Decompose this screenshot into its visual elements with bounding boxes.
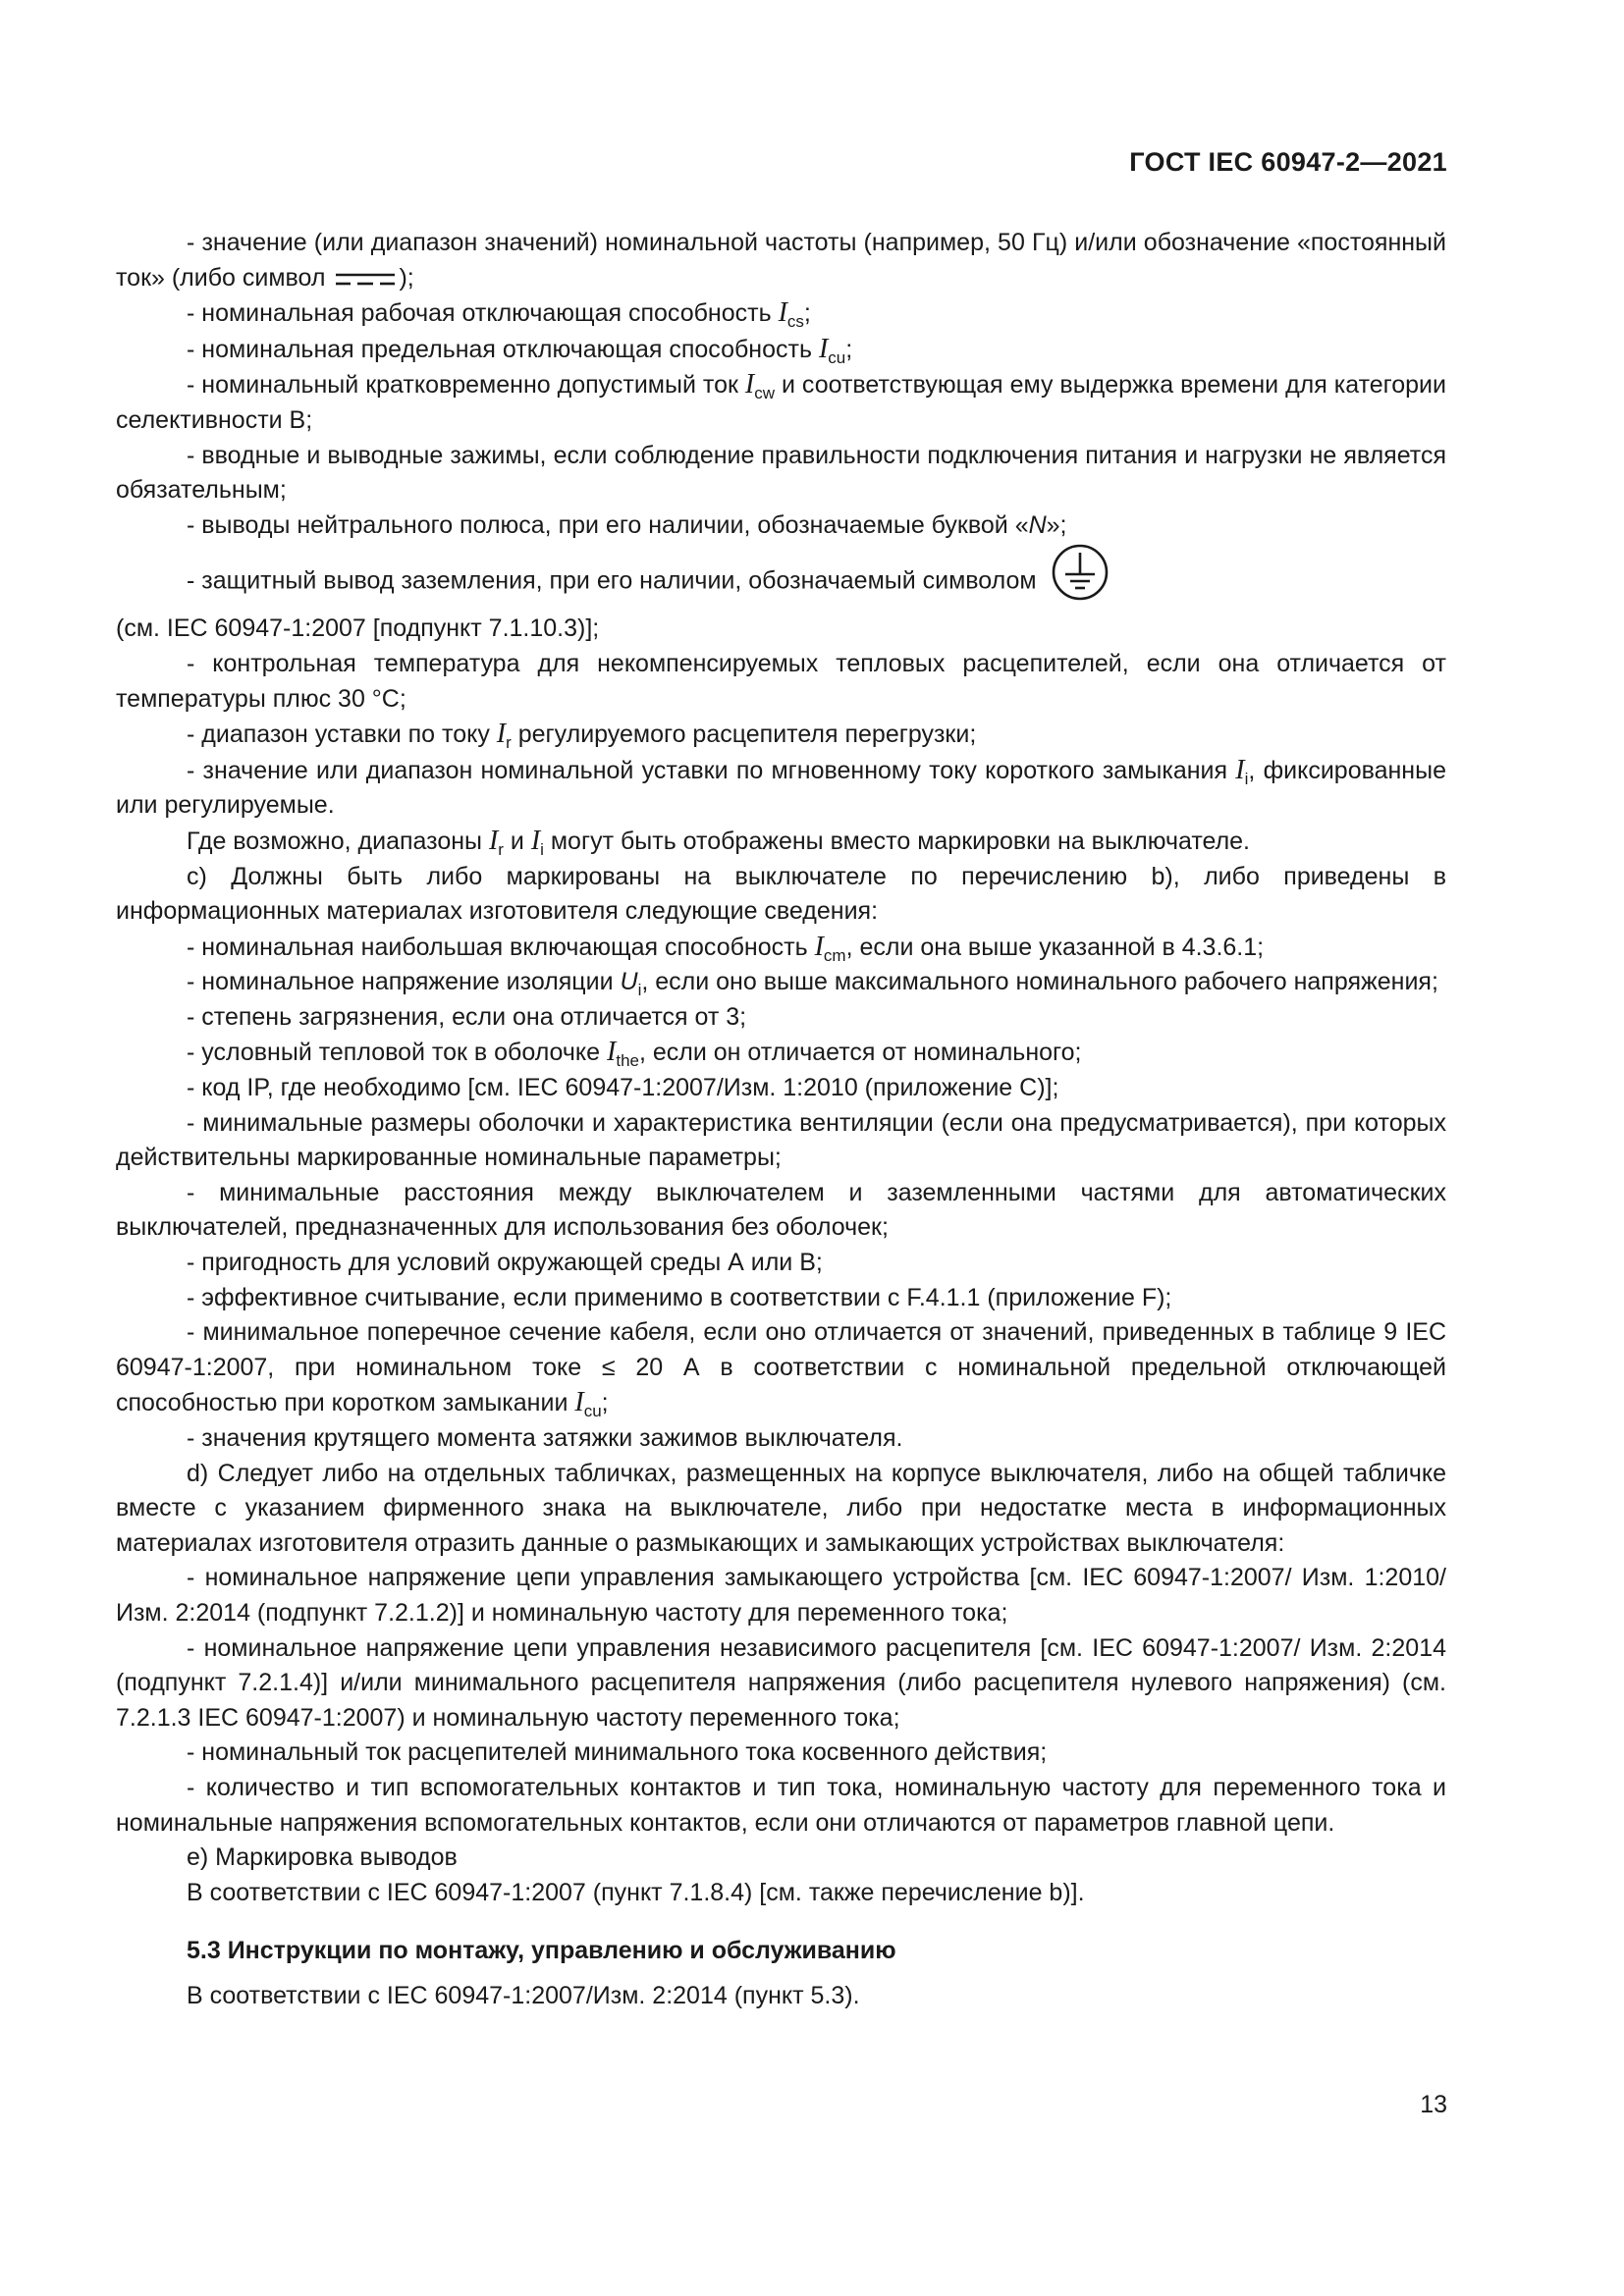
paragraph: В соответствии с IEC 60947-1:2007 (пункт 7.1.8.4) [см. также перечисление b)]. — [187, 1878, 1085, 1906]
paragraph: - номинальная предельная отключающая способность $I_{cu}$; — [187, 333, 853, 367]
paragraph: - диапазон уставки по току $I_r$ регулируемого расцепителя перегрузки; — [187, 719, 977, 753]
paragraph: - минимальные расстояния между выключателем и заземленными частями для автоматических выключателей, предназначенных для использования без оболочек; — [116, 1178, 1446, 1242]
paragraph: с) Должны быть либо маркированы на выключателе по перечислению b), либо приведены в информационных материалах изготовителя следующие сведения: — [116, 862, 1446, 926]
paragraph: - номинальная рабочая отключающая способность $I_{cs}$; — [187, 297, 811, 332]
paragraph: Где возможно, диапазоны $I_r$ и $I_i$ могут быть отображены вместо маркировки на выключателе. — [187, 825, 1251, 859]
paragraph: - пригодность для условий окружающей среды А или В; — [187, 1249, 823, 1277]
paragraph: - условный тепловой ток в оболочке $I_{the}$, если он отличается от номинального; — [187, 1037, 1082, 1071]
paragraph: - номинальное напряжение цепи управления замыкающего устройства [см. IEC 60947-1:2007/ Изм. 1:2010/Изм. 2:2014 (подпункт 7.2.1.2)] и номинальную частоту для переменного тока; — [116, 1564, 1446, 1627]
paragraph: - номинальный ток расцепителей минимального тока косвенного действия; — [187, 1738, 1048, 1767]
paragraph: - количество и тип вспомогательных контактов и тип тока, номинальную частоту для переменного тока и номинальные напряжения вспомогательных контактов, если они отличаются от параметров главной цепи. — [116, 1773, 1446, 1837]
paragraph: - минимальные размеры оболочки и характеристика вентиляции (если она предусматривается), при которых действительны маркированные номинальные параметры; — [116, 1108, 1446, 1172]
paragraph: - номинальная наибольшая включающая способность $I_{cm}$, если она выше указанной в 4.3.6.1; — [187, 931, 1265, 965]
paragraph: - эффективное считывание, если применимо в соответствии с F.4.1.1 (приложение F); — [187, 1283, 1172, 1311]
document-header: ГОСТ IEC 60947-2—2021 — [1129, 147, 1447, 177]
paragraph: - выводы нейтрального полюса, при его наличии, обозначаемые буквой «N»; — [187, 510, 1067, 539]
paragraph: В соответствии с IEC 60947-1:2007/Изм. 2:2014 (пункт 5.3). — [187, 1981, 860, 2009]
paragraph: - номинальный кратковременно допустимый ток $I_{cw}$ и соответствующая ему выдержка времени для категории селективности В; — [116, 369, 1446, 434]
paragraph: - номинальное напряжение цепи управления независимого расцепителя [см. IEC 60947-1:2007/ Изм. 2:2014 (подпункт 7.2.1.4)] и/или минимального расцепителя напряжения (либо расцепителя нулевого напряжения) (см. 7.2.1.3 IEC 60947-1:2007) и номинальную частоту переменного тока; — [116, 1633, 1446, 1732]
paragraph: e) Маркировка выводов — [187, 1843, 458, 1872]
paragraph: - номинальное напряжение изоляции $U_i$, если оно выше максимального номинального рабочего напряжения; — [187, 968, 1438, 1000]
paragraph: - степень загрязнения, если она отличается от 3; — [187, 1002, 747, 1031]
direct-current-symbol-icon — [334, 269, 397, 289]
paragraph: d) Следует либо на отдельных табличках, размещенных на корпусе выключателя, либо на общей табличке вместе с указанием фирменного знака на выключателе, либо при недостатке места в информационных материалах изготовителя отразить данные о размыкающих и замыкающих устройствах выключателя: — [116, 1459, 1446, 1557]
paragraph: - значение (или диапазон значений) номинальной частоты (например, 50 Гц) и/или обозначение «постоянный ток» (либо символ ); — [116, 229, 1446, 292]
page-number: 13 — [1420, 2091, 1447, 2118]
paragraph: - значения крутящего момента затяжки зажимов выключателя. — [187, 1424, 903, 1452]
section-heading-5-3: 5.3 Инструкции по монтажу, управлению и обслуживанию — [187, 1937, 896, 1965]
document-body — [116, 226, 1446, 2014]
paragraph: - защитный вывод заземления, при его наличии, обозначаемый символом (см. IEC 60947-1:2007 [подпункт 7.1.10.3)]; — [116, 553, 1446, 647]
paragraph: - вводные и выводные зажимы, если соблюдение правильности подключения питания и нагрузки не является обязательным; — [116, 441, 1446, 505]
paragraph: - минимальное поперечное сечение кабеля, если оно отличается от значений, приведенных в таблице 9 IEC 60947-1:2007, при номинальном токе ≤ 20 А в соответствии с номинальной предельной отключающей способностью при коротком замыкании $I_{cu}$; — [116, 1318, 1446, 1421]
paragraph: - контрольная температура для некомпенсируемых тепловых расцепителей, если она отличается от температуры плюс 30 °С; — [116, 649, 1446, 713]
paragraph: - код IP, где необходимо [см. IEC 60947-1:2007/Изм. 1:2010 (приложение С)]; — [187, 1074, 1059, 1102]
protective-earth-icon — [1051, 543, 1110, 602]
paragraph: - значение или диапазон номинальной уставки по мгновенному току короткого замыкания $I_i$, фиксированные или регулируемые. — [116, 754, 1446, 820]
